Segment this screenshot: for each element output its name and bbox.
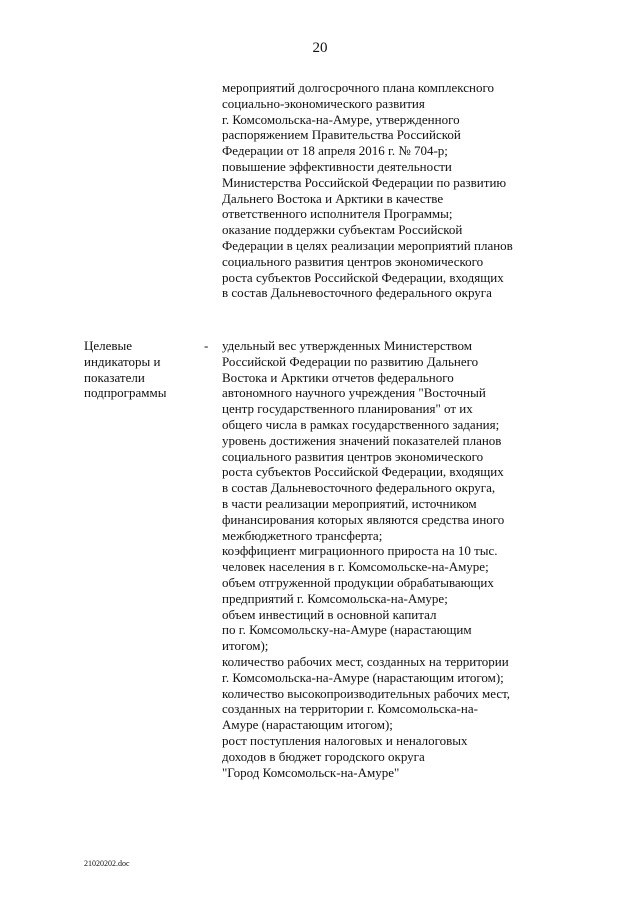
text-line: мероприятий долгосрочного плана комплексного bbox=[222, 80, 494, 95]
text-line: в состав Дальневосточного федерального округа, bbox=[222, 480, 496, 496]
text-line: по г. Комсомольску-на-Амуре (нарастающим bbox=[222, 622, 472, 638]
text-line: роста субъектов Российской Федерации, входящих bbox=[222, 269, 504, 285]
text-line: ответственного исполнителя Программы; bbox=[222, 206, 453, 222]
text-line: итогом); bbox=[222, 638, 269, 654]
text-line: социального развития центров экономического bbox=[222, 253, 484, 269]
text-line: созданных на территории г. Комсомольска-на- bbox=[222, 701, 478, 717]
text-line: объем отгруженной продукции обрабатывающих bbox=[222, 574, 494, 590]
text-line: Федерации от 18 апреля 2016 г. № 704-р; bbox=[222, 143, 448, 159]
text-line: социального развития центров экономического bbox=[222, 448, 484, 464]
text-line: рост поступления налоговых и неналоговых bbox=[222, 732, 468, 748]
text-line: финансирования которых являются средства иного bbox=[222, 511, 505, 527]
text-line: количество высокопроизводительных рабочих мест, bbox=[222, 685, 511, 701]
text-line: количество рабочих мест, созданных на территории bbox=[222, 653, 509, 669]
label-line: Целевые bbox=[84, 338, 133, 353]
text-line: Востока и Арктики отчетов федерального bbox=[222, 369, 454, 385]
text-line: социально-экономического развития bbox=[222, 95, 425, 111]
label-line: индикаторы и bbox=[84, 353, 161, 369]
text-line: Дальнего Востока и Арктики в качестве bbox=[222, 190, 444, 206]
label-line: показатели bbox=[84, 369, 145, 385]
text-line: коэффициент миграционного прироста на 10 тыс. bbox=[222, 543, 498, 559]
text-line: г. Комсомольска-на-Амуре (нарастающим итогом); bbox=[222, 669, 504, 685]
text-line: г. Комсомольска-на-Амуре, утвержденного bbox=[222, 111, 460, 127]
text-line: уровень достижения значений показателей планов bbox=[222, 432, 502, 448]
text-line: повышение эффективности деятельности bbox=[222, 158, 452, 174]
text-line: распоряжением Правительства Российской bbox=[222, 127, 461, 143]
label-line: подпрограммы bbox=[84, 385, 167, 401]
indicators-text-block bbox=[222, 338, 594, 780]
page-number: 20 bbox=[312, 40, 328, 56]
text-line: удельный вес утвержденных Министерством bbox=[222, 338, 472, 353]
text-line: роста субъектов Российской Федерации, входящих bbox=[222, 464, 504, 480]
text-line: "Город Комсомольск-на-Амуре" bbox=[222, 764, 400, 780]
text-line: Амуре (нарастающим итогом); bbox=[222, 717, 393, 733]
text-line: межбюджетного трансферта; bbox=[222, 527, 383, 543]
text-line: автономного научного учреждения "Восточный bbox=[222, 385, 486, 401]
text-line: Российской Федерации по развитию Дальнего bbox=[222, 353, 479, 369]
section-label bbox=[84, 338, 196, 401]
text-line: Федерации в целях реализации мероприятий планов bbox=[222, 237, 513, 253]
text-line: объем инвестиций в основной капитал bbox=[222, 606, 437, 622]
text-line: оказание поддержки субъектам Российской bbox=[222, 222, 463, 238]
text-line: центр государственного планирования" от их bbox=[222, 401, 473, 417]
label-separator-dash: - bbox=[204, 338, 209, 353]
text-line: предприятий г. Комсомольска-на-Амуре; bbox=[222, 590, 448, 606]
text-line: в части реализации мероприятий, источником bbox=[222, 495, 477, 511]
text-line: общего числа в рамках государственного задания; bbox=[222, 416, 500, 432]
text-line: человек населения в г. Комсомольске-на-Амуре; bbox=[222, 559, 489, 575]
document-filename-footer: 21020202.doc bbox=[84, 859, 130, 868]
continuation-text-block bbox=[222, 80, 594, 301]
text-line: доходов в бюджет городского округа bbox=[222, 748, 425, 764]
text-line: Министерства Российской Федерации по развитию bbox=[222, 174, 507, 190]
text-line: в состав Дальневосточного федерального округа bbox=[222, 285, 492, 301]
